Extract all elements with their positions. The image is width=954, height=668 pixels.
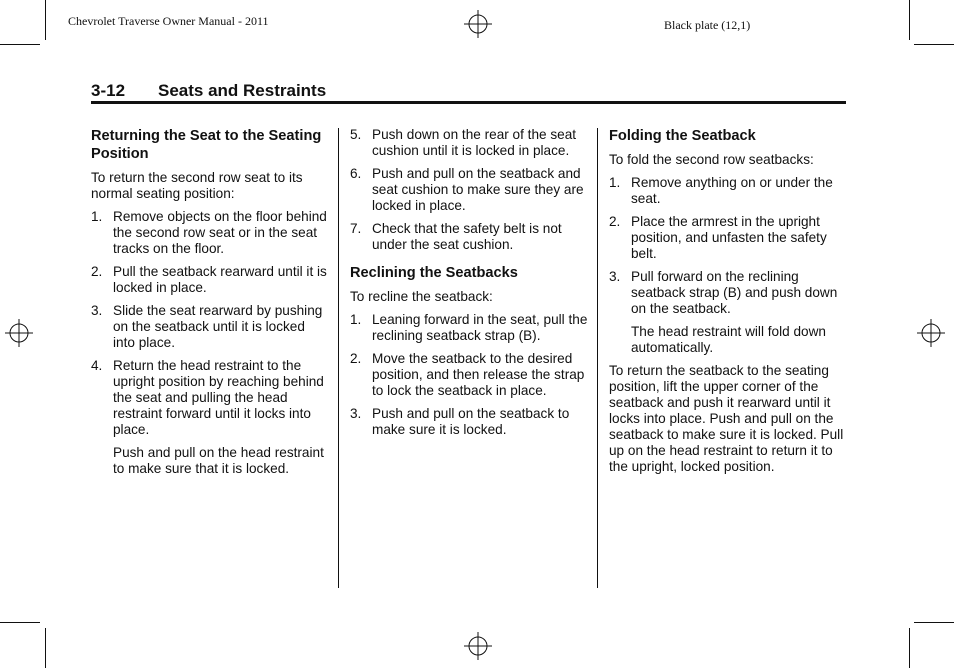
steps-list	[609, 175, 849, 317]
crop-mark	[0, 44, 40, 45]
list-item: 5. Push down on the rear of the seat cushion until it is locked in place.	[350, 127, 577, 158]
section-title: Seats and Restraints	[158, 81, 327, 100]
column-1	[91, 127, 327, 484]
list-item: 3. Slide the seat rearward by pushing on the seatback until it is locked into place.	[91, 303, 323, 350]
crop-mark	[909, 0, 910, 40]
registration-mark-icon	[5, 319, 33, 347]
heading-rule	[91, 101, 846, 104]
list-item: 2. Pull the seatback rearward until it is locked in place.	[91, 264, 327, 295]
list-item: 2. Place the armrest in the upright position, and unfasten the safety belt.	[609, 214, 827, 261]
step-note: Push and pull on the head restraint to make sure that it is locked.	[113, 445, 324, 476]
plate-label: Black plate (12,1)	[664, 18, 751, 32]
column-divider	[597, 128, 598, 588]
list-item: 7. Check that the safety belt is not under the seat cushion.	[350, 221, 562, 252]
list-item: 1. Leaning forward in the seat, pull the reclining seatback strap (B).	[350, 312, 588, 343]
steps-list	[350, 127, 588, 253]
list-item: 3. Pull forward on the reclining seatback strap (B) and push down on the seatback.	[609, 269, 838, 316]
column-2	[350, 127, 588, 445]
steps-list	[91, 209, 327, 438]
crop-mark	[45, 628, 46, 668]
steps-list	[350, 312, 588, 438]
registration-mark-icon	[464, 632, 492, 660]
subsection-heading: Returning the Seat to the Seating Position	[91, 128, 322, 162]
document-title: Chevrolet Traverse Owner Manual - 2011	[68, 14, 269, 28]
registration-mark-icon	[917, 319, 945, 347]
list-item: 1. Remove anything on or under the seat.	[609, 175, 833, 206]
crop-mark	[914, 44, 954, 45]
section-heading	[91, 81, 846, 103]
subsection-heading: Folding the Seatback	[609, 128, 756, 144]
intro-text: To recline the seatback:	[350, 289, 493, 304]
step-note: The head restraint will fold down automatically.	[631, 324, 826, 355]
column-divider	[338, 128, 339, 588]
registration-mark-icon	[464, 10, 492, 38]
column-3	[609, 127, 849, 482]
crop-mark	[914, 622, 954, 623]
subsection-heading: Reclining the Seatbacks	[350, 265, 518, 281]
closing-paragraph: To return the seatback to the seating position, lift the upper corner of the seatback and push it rearward until it locks into place. Push and pull on the seatback to make sure it is locked. Pull up on the head restraint to return it to the upright, locked position.	[609, 363, 844, 474]
list-item: 3. Push and pull on the seatback to make sure it is locked.	[350, 406, 570, 437]
crop-mark	[909, 628, 910, 668]
list-item: 4. Return the head restraint to the upright position by reaching behind the seat and pulling the head restraint forward until it locks into place.	[91, 358, 324, 437]
intro-text: To return the second row seat to its normal seating position:	[91, 170, 303, 201]
list-item: 1. Remove objects on the floor behind the second row seat or in the seat tracks on the floor.	[91, 209, 327, 256]
intro-text: To fold the second row seatbacks:	[609, 152, 814, 167]
list-item: 6. Push and pull on the seatback and seat cushion to make sure they are locked in place.	[350, 166, 584, 213]
list-item: 2. Move the seatback to the desired position, and then release the strap to lock the seatback in place.	[350, 351, 585, 398]
page-number: 3-12	[91, 81, 126, 100]
crop-mark	[0, 622, 40, 623]
crop-mark	[45, 0, 46, 40]
